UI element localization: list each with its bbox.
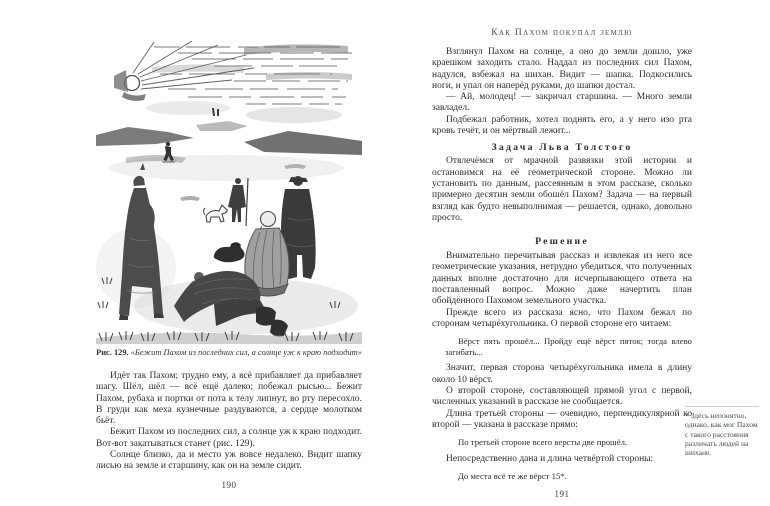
page-number-right: 191 — [554, 488, 570, 499]
running-head: Как Пахом покупал землю — [491, 28, 633, 38]
dialog-line: — Ай, молодец! — закричал старшина. — Много земли завладел. — [432, 92, 692, 114]
body-paragraph: Идёт так Пахом; трудно ему, а всё прибавляет да прибавляет шагу. Шёл, шёл — всё ещё далеко; побежал рысью... Бежит Пахом, рубаха и портки от пота к телу липнут, во рту пересохло. В груди как меха кузнечные раздуваются, а сердце молотком бьёт. — [96, 371, 362, 427]
quote-block: По третьей стороне всего версты две прошёл. — [458, 437, 628, 448]
body-paragraph: О второй стороне, составляющей прямой угол с первой, численных указаний в рассказе не сообщается. — [432, 386, 692, 408]
figure-129-illustration — [96, 38, 362, 344]
figure-caption-text: «Бежит Пахом из последних сил, а солнце уж к краю подходит» — [130, 348, 362, 357]
left-page-text — [96, 371, 362, 473]
left-page — [96, 38, 362, 490]
footnote-text: * Здесь непонятно, однако, как мог Пахом с такого расстояния различать людей на шихане. — [685, 411, 758, 458]
body-paragraph: Непосредственно дана и длина четвёртой стороны: — [446, 453, 654, 464]
right-page — [432, 28, 692, 499]
staff-man-figure — [228, 178, 248, 226]
figure-caption-label: Рис. 129. — [96, 348, 129, 357]
figure-caption — [96, 348, 362, 358]
body-paragraph: Подбежал работник, хотел поднять его, а у него изо рта кровь течёт, и он мёртвый лежит... — [432, 114, 692, 137]
body-paragraph: Солнце близко, да и место уж вовсе недалеко. Видит шапку лисью на земле и старшину, как он на земле сидит. — [96, 450, 362, 472]
margin-footnote — [685, 406, 759, 457]
body-paragraph: Длина третьей стороны — очевидно, перпендикулярной ко второй — указана в рассказе прямо: — [432, 408, 692, 430]
body-paragraph: Бежит Пахом из последних сил, а солнце уж к краю подходит. Вот-вот закатываться станет (рис. 129). — [96, 427, 362, 449]
quote-block: До места всё те же вёрст 15*. — [458, 471, 567, 482]
hats-bundle — [214, 242, 245, 262]
body-paragraph: Взглянул Пахом на солнце, а оно до земли дошло, уже краешком заходить стало. Наддал из последних сил Пахом, надулся, взбежал на шихан. Видит — шапка. Подкосились ноги, и упал он наперёд руками, до шапки достал. — [432, 47, 692, 91]
body-paragraph: Прежде всего из рассказа ясно, что Пахом бежал по сторонам четырёхугольника. О первой стороне его читаем: — [432, 307, 692, 329]
page-number-left: 190 — [221, 479, 237, 490]
section-heading-task: Задача Льва Толстого — [491, 142, 633, 154]
dog-figure — [204, 205, 228, 222]
body-paragraph: Отвлечёмся от мрачной развязки этой истории и остановимся на её геометрической стороне. Можно ли установить по данным, рассеянным в этом рассказе, сколько примерно десятин земли обошёл Пахом? Задача — на первый взгляд как будто невыполнимая — решается, однако, довольно просто. — [432, 156, 692, 223]
section-heading-solution: Решение — [535, 236, 589, 248]
body-paragraph: Внимательно перечитывая рассказ и извлекая из него все геометрические указания, нетрудно убедиться, что полученных данных вполне достаточно для исчерпывающего ответа на поставленный вопрос. Можно даже начертить план обойдённого Пахомом земельного участка. — [432, 251, 692, 307]
body-paragraph: Значит, первая сторона четырёхугольника имела в длину около 10 вёрст. — [432, 363, 692, 385]
footnote-rule — [685, 406, 759, 407]
quote-block: Вёрст пять прошёл... Пройду ещё вёрст пяток; тогда влево загибать... — [445, 336, 692, 357]
